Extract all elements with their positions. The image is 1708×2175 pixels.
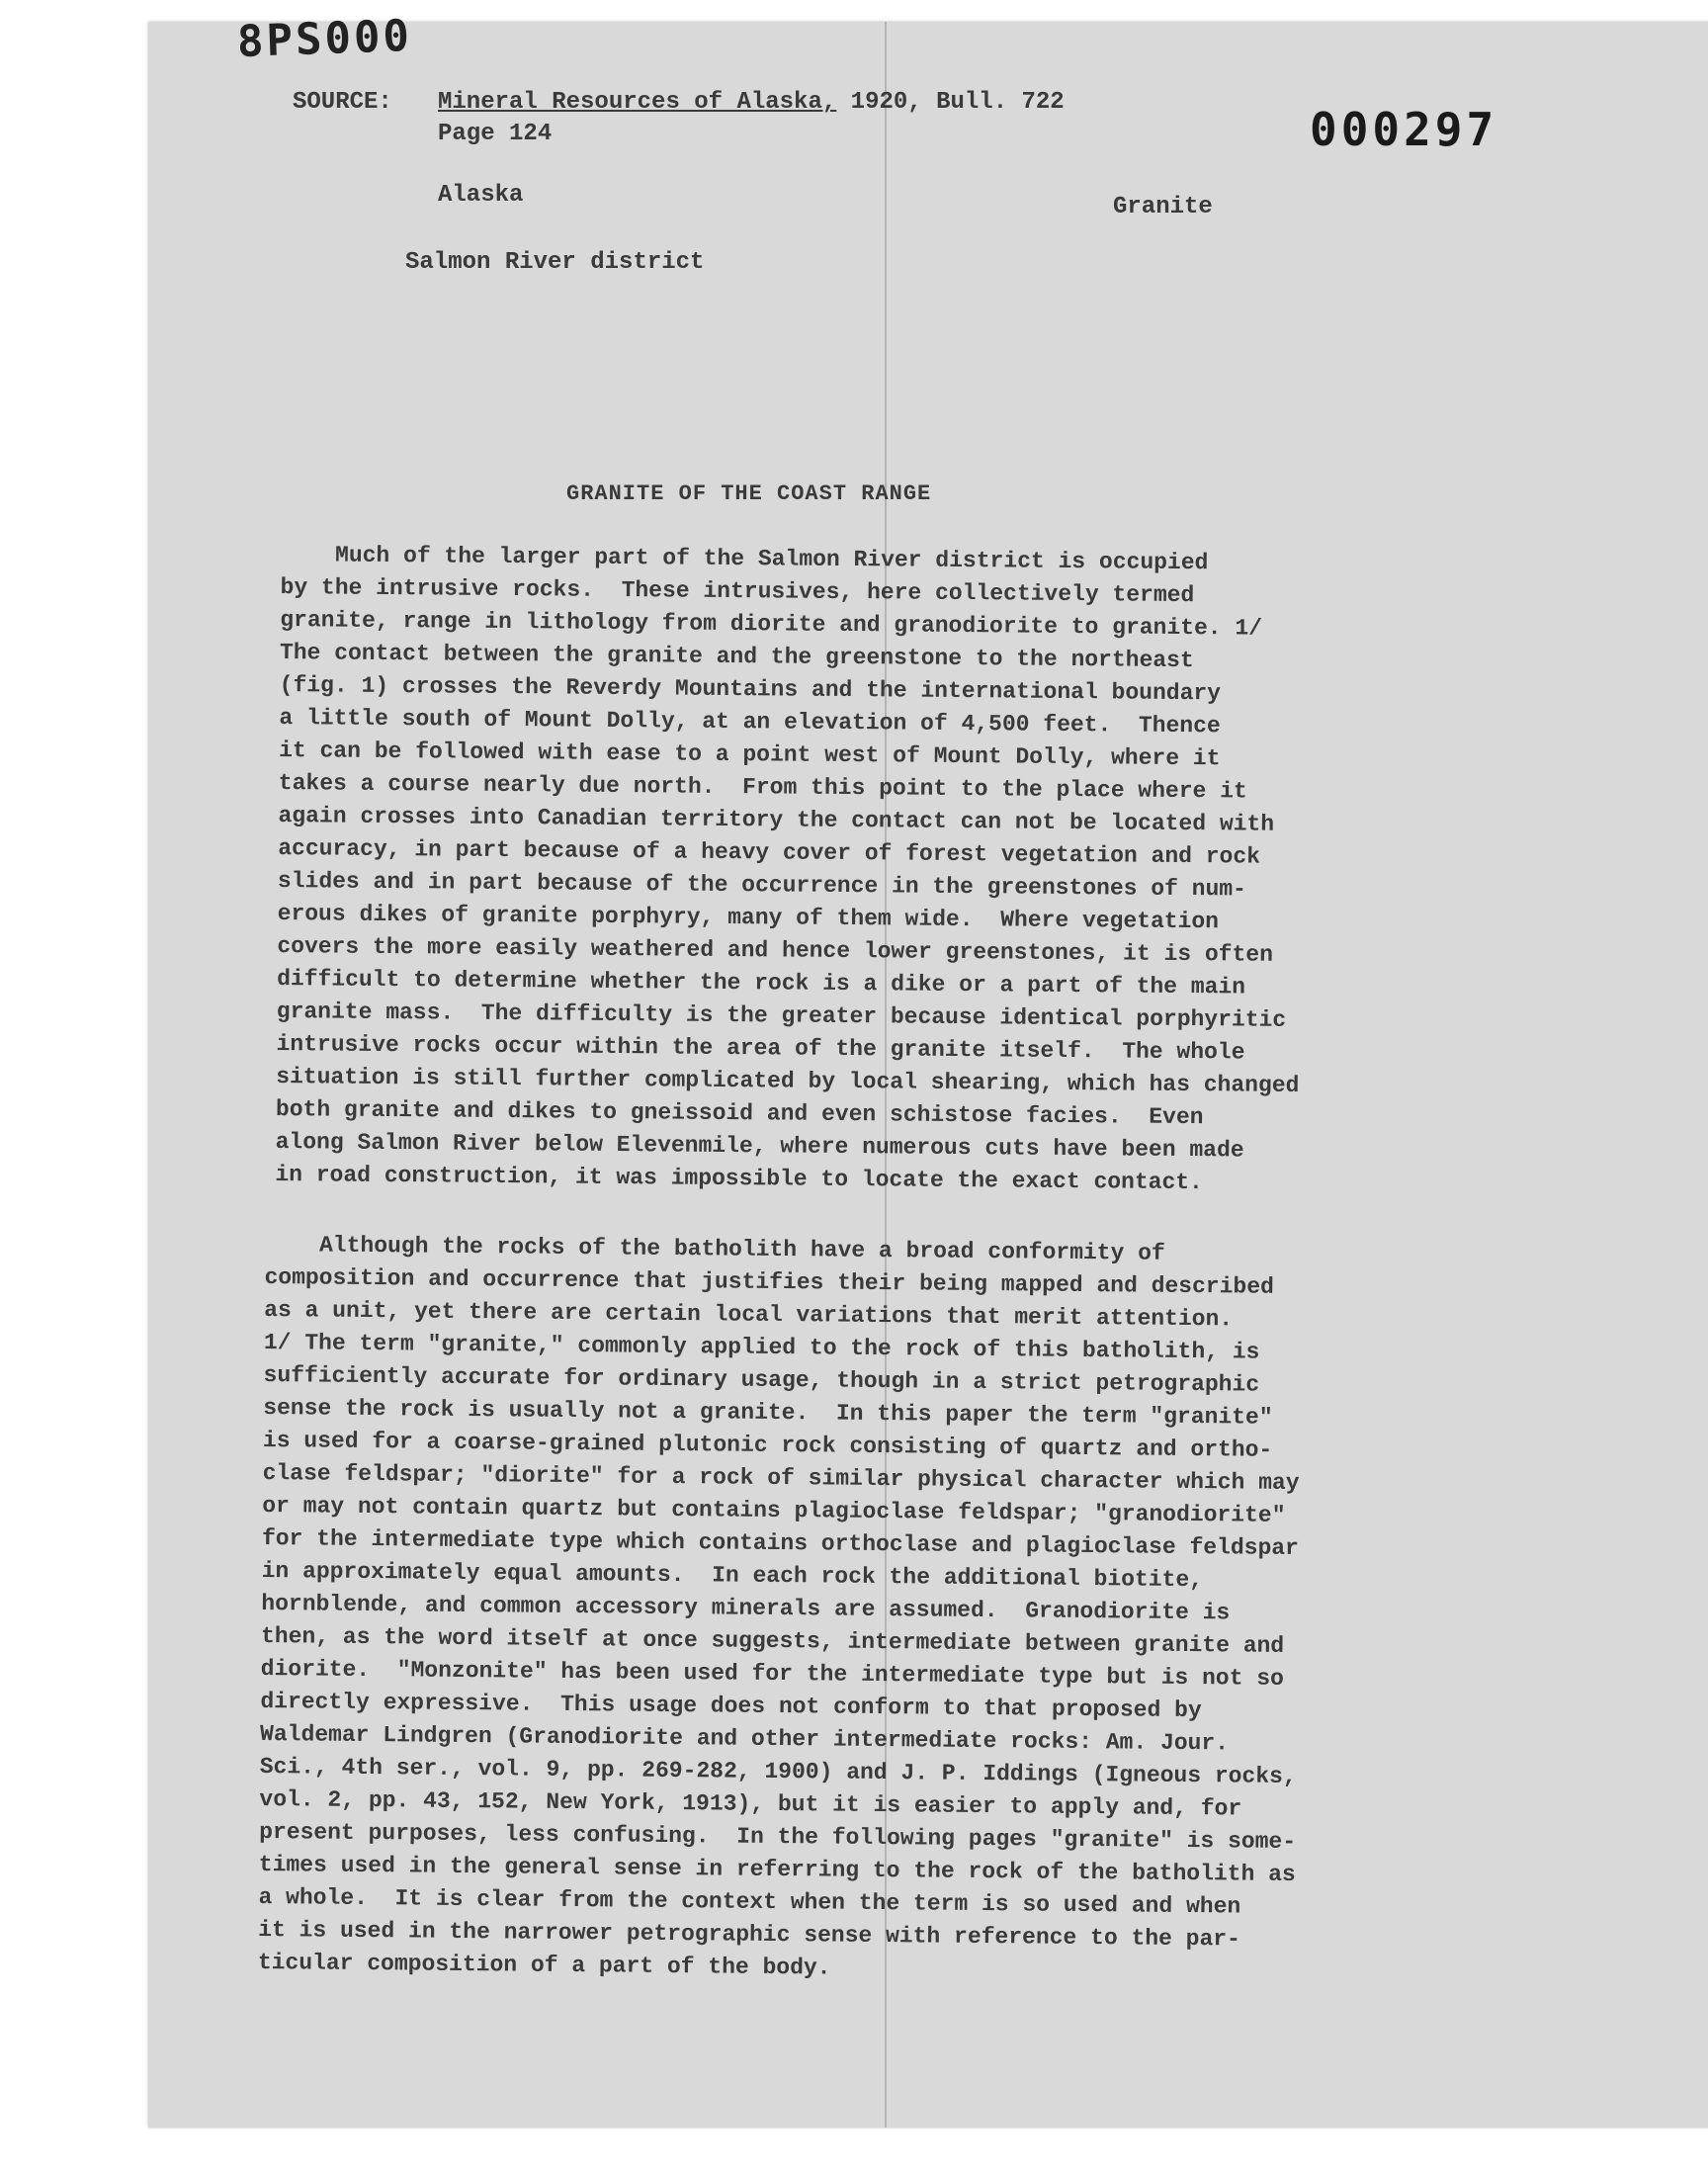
document-number-stamp: 000297 — [1310, 103, 1498, 156]
source-citation — [438, 89, 1065, 116]
footnote-line: a whole. It is clear from the context when the term is so used and when — [258, 1883, 1241, 1920]
footnote-line: Sci., 4th ser., vol. 9, pp. 269-282, 1900) and J. P. Iddings (Igneous rocks, — [259, 1753, 1297, 1790]
footnote-line: is used for a coarse-grained plutonic rock consisting of quartz and ortho- — [262, 1427, 1273, 1463]
source-page: Page 124 — [438, 121, 553, 147]
paragraph-line: granite mass. The difficulty is the greater because identical porphyritic — [276, 998, 1287, 1033]
footnote-line: clase feldspar; "diorite" for a rock of similar physical character which may — [262, 1459, 1300, 1497]
paragraph-line: covers the more easily weathered and hence lower greenstones, it is often — [277, 932, 1274, 968]
footnote-line: in approximately equal amounts. In each rock the additional biotite, — [261, 1557, 1204, 1594]
paragraph-line: as a unit, yet there are certain local variations that merit attention. — [264, 1296, 1234, 1333]
district-label: Salmon River district — [405, 249, 705, 276]
paragraph-line: in road construction, it was impossible to locate the exact contact. — [275, 1161, 1204, 1196]
footnote-line: 1/ The term "granite," commonly applied to the rock of this batholith, is — [263, 1329, 1260, 1365]
source-title: Mineral Resources of Alaska, — [438, 89, 837, 116]
paragraph-line: both granite and dikes to gneissoid and even schistose facies. Even — [275, 1095, 1204, 1131]
paragraph-line: along Salmon River below Elevenmile, where numerous cuts have been made — [275, 1128, 1244, 1164]
paragraph-1 — [275, 539, 1304, 1200]
footnote-line: hornblende, and common accessory minerals are assumed. Granodiorite is — [261, 1590, 1231, 1626]
paragraph-line: intrusive rocks occur within the area of the granite itself. The whole — [276, 1030, 1245, 1066]
footnote-line: diorite. "Monzonite" has been used for the intermediate type but is not so — [260, 1655, 1284, 1692]
paragraph-line: takes a course nearly due north. From this point to the place where it — [278, 769, 1247, 805]
source-label: SOURCE: — [293, 89, 392, 116]
footnote-line: present purposes, less confusing. In the following pages "granite" is some- — [259, 1818, 1297, 1856]
paragraph-line: Although the rocks of the batholith have a broad conformity of — [264, 1231, 1165, 1266]
paragraph-line: erous dikes of granite porphyry, many of them wide. Where vegetation — [277, 900, 1220, 935]
paragraph-line: composition and occurrence that justifies their being mapped and described — [264, 1263, 1274, 1300]
footnote-line: it is used in the narrower petrographic sense with reference to the par- — [258, 1916, 1241, 1953]
paragraph-line: situation is still further complicated by local shearing, which has changed — [276, 1063, 1300, 1099]
footnote-line: Waldemar Lindgren (Granodiorite and other intermediate rocks: Am. Jour. — [259, 1720, 1230, 1757]
paragraph-line: again crosses into Canadian territory the contact can not be located with — [278, 802, 1275, 837]
source-bulletin: 1920, Bull. 722 — [836, 89, 1065, 116]
paragraph-line: accuracy, in part because of a heavy cover of forest vegetation and rock — [278, 834, 1261, 870]
footnote-line: sense the rock is usually not a granite. In this paper the term "granite" — [263, 1394, 1273, 1431]
paragraph-line: (fig. 1) crosses the Reverdy Mountains and the international boundary — [279, 671, 1222, 707]
paragraph-line: a little south of Mount Dolly, at an elevation of 4,500 feet. Thence — [279, 704, 1221, 740]
paragraph-line: it can be followed with ease to a point west of Mount Dolly, where it — [279, 737, 1221, 772]
paragraph-line: Much of the larger part of the Salmon River district is occupied — [280, 541, 1209, 576]
paragraph-line: granite, range in lithology from diorite and granodiorite to granite. 1/ — [280, 606, 1263, 642]
handwritten-file-number: 8PS000 — [236, 10, 413, 68]
paragraph-line: slides and in part because of the occurrence in the greenstones of num- — [277, 867, 1247, 903]
footnote-line: sufficiently accurate for ordinary usage, though in a strict petrographic — [263, 1361, 1260, 1398]
footnote-line: for the intermediate type which contains orthoclase and plagioclase feldspar — [261, 1524, 1300, 1562]
footnote-line: directly expressive. This usage does not conform to that proposed by — [260, 1688, 1202, 1724]
footnote-line: then, as the word itself at once suggests, intermediate between granite and — [260, 1622, 1285, 1659]
footnote-line: times used in the general sense in referring to the rock of the batholith as — [258, 1851, 1296, 1888]
paragraph-line: difficult to determine whether the rock is a dike or a part of the main — [277, 965, 1246, 1000]
section-heading: GRANITE OF THE COAST RANGE — [566, 481, 932, 506]
commodity-label: Granite — [1113, 194, 1213, 220]
paragraph-2 — [258, 1229, 1302, 1989]
paragraph-line: by the intrusive rocks. These intrusives, here collectively termed — [280, 573, 1195, 609]
footnote-line: ticular composition of a part of the body. — [257, 1949, 831, 1981]
paragraph-line: The contact between the granite and the greenstone to the northeast — [279, 639, 1194, 674]
footnote-line: or may not contain quartz but contains plagioclase feldspar; "granodiorite" — [262, 1492, 1286, 1528]
footnote-line: vol. 2, pp. 43, 152, New York, 1913), but it is easier to apply and, for — [259, 1785, 1242, 1822]
state-label: Alaska — [438, 182, 524, 209]
